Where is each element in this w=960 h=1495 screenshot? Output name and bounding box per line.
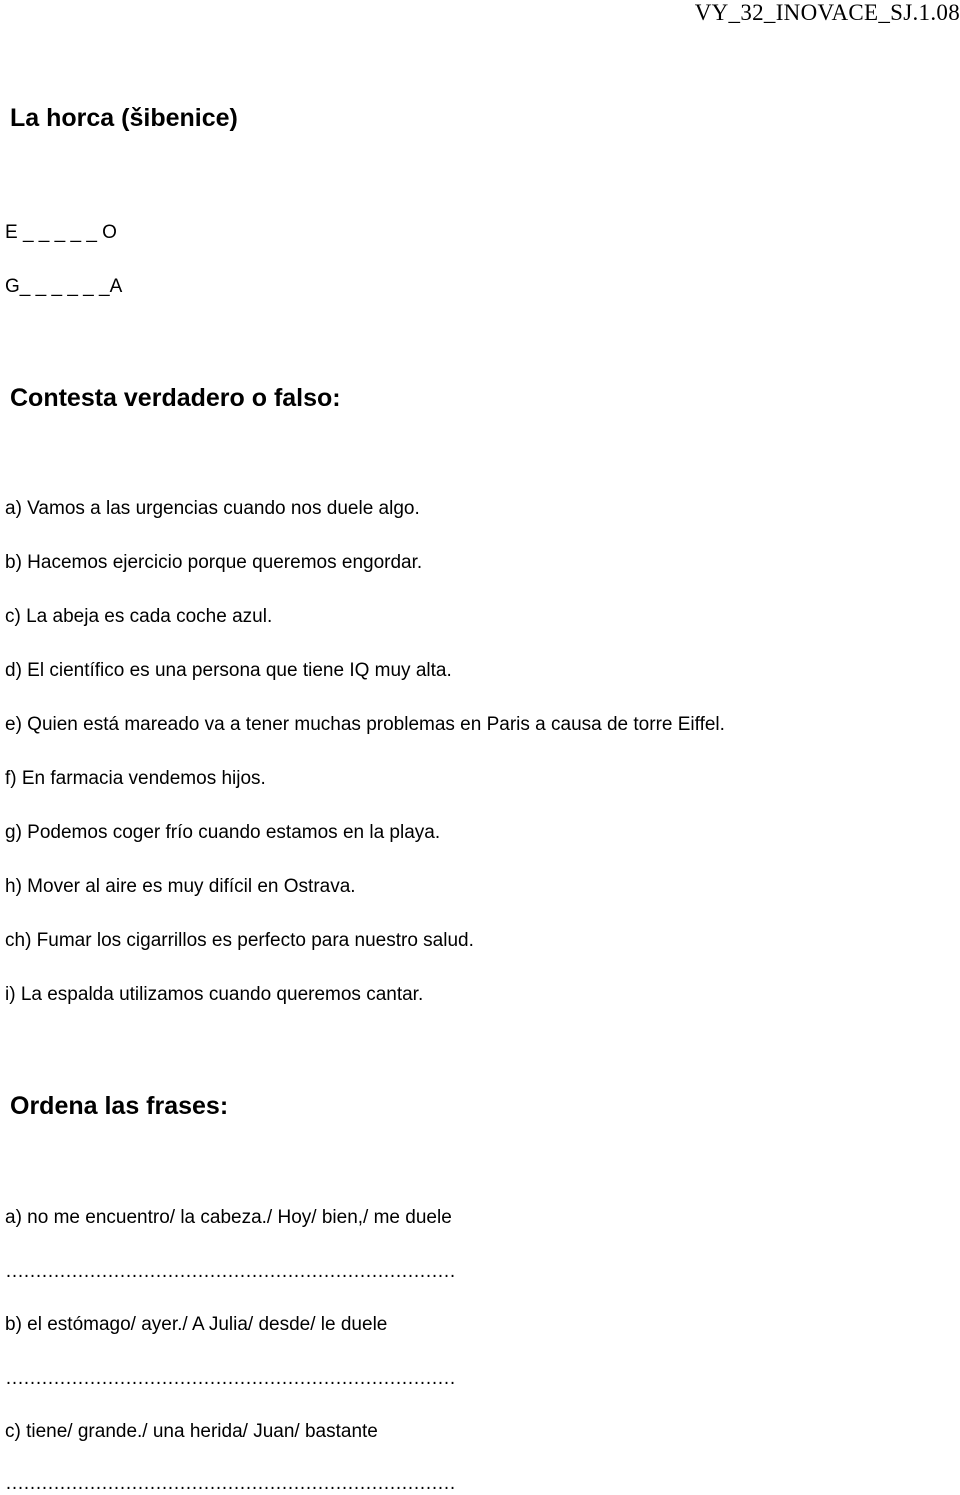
answer-line-b: ………………………………………………………………… xyxy=(5,1368,455,1389)
order-prompt-c: c) tiene/ grande./ una herida/ Juan/ bastante xyxy=(5,1421,378,1442)
statement-g: g) Podemos coger frío cuando estamos en la playa. xyxy=(5,822,441,843)
hangman-word-1: E _ _ _ _ _ O xyxy=(5,222,117,243)
statement-b: b) Hacemos ejercicio porque queremos engordar. xyxy=(5,552,423,573)
hangman-title: La horca (šibenice) xyxy=(10,104,238,132)
statement-h: h) Mover al aire es muy difícil en Ostrava. xyxy=(5,876,356,897)
order-prompt-a: a) no me encuentro/ la cabeza./ Hoy/ bien,/ me duele xyxy=(5,1207,452,1228)
order-title: Ordena las frases: xyxy=(10,1092,229,1120)
order-prompt-b: b) el estómago/ ayer./ A Julia/ desde/ le duele xyxy=(5,1314,388,1335)
answer-line-a: ………………………………………………………………… xyxy=(5,1261,455,1282)
hangman-word-2: G_ _ _ _ _ _A xyxy=(5,276,123,297)
statement-c: c) La abeja es cada coche azul. xyxy=(5,606,273,627)
statement-a: a) Vamos a las urgencias cuando nos duele algo. xyxy=(5,498,420,519)
statement-i: i) La espalda utilizamos cuando queremos cantar. xyxy=(5,984,424,1005)
true-false-title: Contesta verdadero o falso: xyxy=(10,384,341,412)
document-code: VY_32_INOVACE_SJ.1.08 xyxy=(694,0,960,25)
answer-line-c: ………………………………………………………………… xyxy=(5,1473,455,1494)
statement-f: f) En farmacia vendemos hijos. xyxy=(5,768,266,789)
statement-d: d) El científico es una persona que tiene IQ muy alta. xyxy=(5,660,452,681)
statement-ch: ch) Fumar los cigarrillos es perfecto para nuestro salud. xyxy=(5,930,474,951)
statement-e: e) Quien está mareado va a tener muchas problemas en Paris a causa de torre Eiffel. xyxy=(5,714,725,735)
